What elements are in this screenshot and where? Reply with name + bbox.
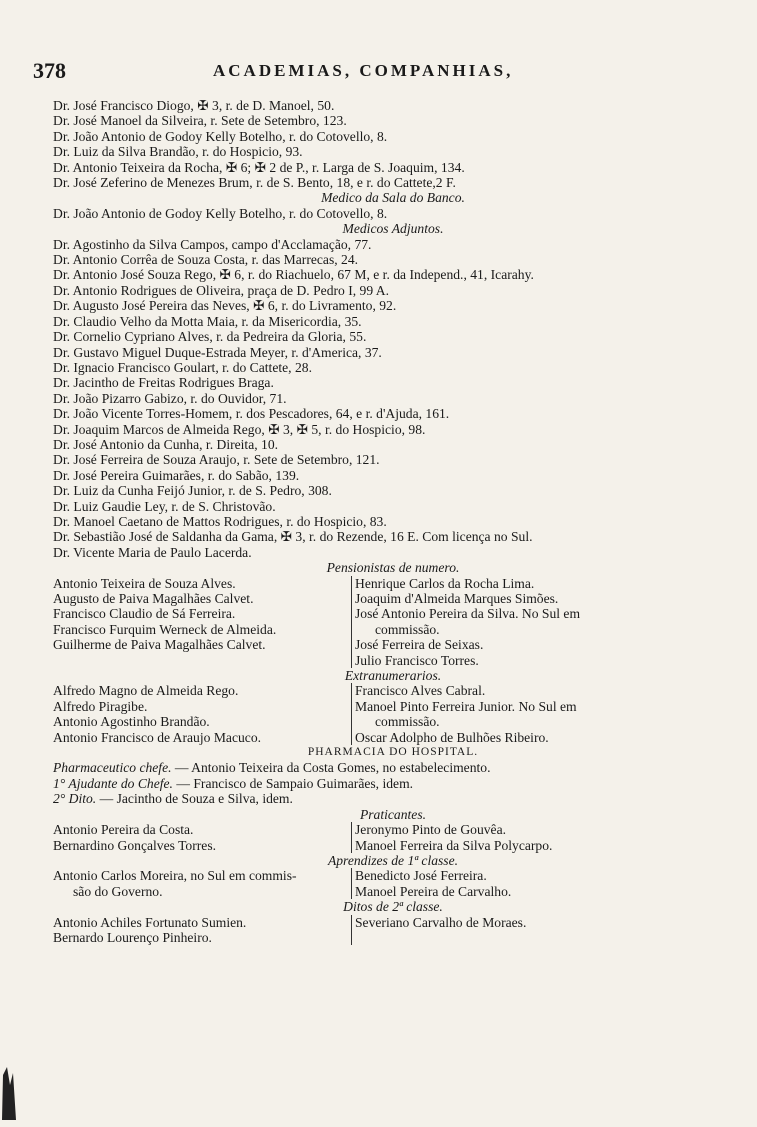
list-item: Antonio Pereira da Costa.: [53, 822, 194, 838]
role-detail: — Jacintho de Souza e Silva, idem.: [96, 791, 293, 807]
section-heading: Medico da Sala do Banco.: [321, 190, 465, 206]
list-item: Severiano Carvalho de Moraes.: [355, 914, 527, 930]
list-item: são do Governo.: [73, 883, 163, 899]
right-column: [351, 683, 733, 745]
section-heading: Extranumerarios.: [344, 668, 442, 684]
section-heading: Medicos Adjuntos.: [342, 221, 444, 237]
list-item: Manoel Ferreira da Silva Polycarpo.: [355, 837, 553, 853]
list-item: Oscar Adolpho de Bulhões Ribeiro.: [355, 729, 549, 745]
list-item: Dr. Augusto José Pereira das Neves, ✠ 6, r. do Livramento, 92.: [53, 298, 397, 314]
left-column: [53, 822, 351, 853]
role-label: Pharmaceutico chefe.: [53, 760, 172, 776]
list-item: commissão.: [375, 621, 440, 637]
right-column: [351, 576, 733, 668]
list-item: Alfredo Piragibe.: [53, 698, 148, 714]
list-item: Dr. João Antonio de Godoy Kelly Botelho, r. do Cotovello, 8.: [53, 205, 388, 221]
role-detail: — Antonio Teixeira da Costa Gomes, no estabelecimento.: [171, 760, 491, 776]
list-item: Antonio Carlos Moreira, no Sul em commis-: [53, 868, 297, 884]
list-item: Augusto de Paiva Magalhães Calvet.: [53, 591, 254, 606]
list-item: [53, 760, 733, 775]
role-label: 1° Ajudante do Chefe.: [53, 775, 173, 791]
list-item: Benedicto José Ferreira.: [355, 868, 487, 884]
document-page: [33, 58, 733, 945]
list-item: Dr. João Vicente Torres-Homem, r. dos Pescadores, 64, e r. d'Ajuda, 161.: [53, 406, 450, 422]
list-item: Bernardino Gonçalves Torres.: [53, 837, 217, 853]
list-item: José Antonio Pereira da Silva. No Sul em: [355, 606, 581, 622]
list-item: Guilherme de Paiva Magalhães Calvet.: [53, 637, 266, 653]
list-item: Antonio Agostinho Brandão.: [53, 714, 210, 730]
list-item: Antonio Francisco de Araujo Macuco.: [53, 729, 262, 745]
list-item: Francisco Alves Cabral.: [355, 683, 486, 699]
role-label: 2° Dito.: [53, 791, 97, 807]
pensionistas-columns: [53, 576, 733, 668]
list-item: José Ferreira de Seixas.: [355, 637, 484, 653]
section-heading: Praticantes.: [359, 806, 427, 822]
list-item: Dr. Vicente Maria de Paulo Lacerda.: [53, 544, 252, 560]
list-item: Francisco Furquim Werneck de Almeida.: [53, 621, 277, 637]
list-item: [53, 791, 733, 806]
right-column: [351, 822, 733, 853]
list-item: Dr. João Pizarro Gabizo, r. do Ouvidor, 71.: [53, 390, 287, 406]
list-item: Manoel Pereira de Carvalho.: [355, 883, 512, 899]
left-column: [53, 915, 351, 946]
page-number: 378: [33, 58, 66, 83]
right-column: [351, 915, 733, 946]
list-item: Antonio Teixeira de Souza Alves.: [53, 575, 236, 591]
left-column: [53, 868, 351, 899]
list-item: Dr. Ignacio Francisco Goulart, r. do Cattete, 28.: [53, 359, 312, 375]
pharmacia-list: [53, 760, 733, 806]
list-item: Antonio Achiles Fortunato Sumien.: [53, 914, 247, 930]
adjuntos-list: [53, 237, 733, 561]
list-item: Dr. Manoel Caetano de Mattos Rodrigues, r. do Hospicio, 83.: [53, 513, 387, 529]
left-column: [53, 683, 351, 745]
aprendizes2-columns: [53, 915, 733, 946]
role-detail: — Francisco de Sampaio Guimarães, idem.: [172, 775, 414, 791]
top-list: [53, 98, 733, 190]
list-item: Joaquim d'Almeida Marques Simões.: [355, 591, 559, 606]
list-item: Francisco Claudio de Sá Ferreira.: [53, 606, 236, 622]
list-item: Dr. Jacintho de Freitas Rodrigues Braga.: [53, 375, 274, 391]
list-item: Dr. José Ferreira de Souza Araujo, r. Sete de Setembro, 121.: [53, 452, 380, 468]
list-item: Dr. Joaquim Marcos de Almeida Rego, ✠ 3, ✠ 5, r. do Hospicio, 98.: [53, 421, 426, 437]
list-item: Dr. Antonio Rodrigues de Oliveira, praça de D. Pedro I, 99 A.: [53, 282, 389, 298]
list-item: Dr. Antonio Teixeira da Rocha, ✠ 6; ✠ 2 de P., r. Larga de S. Joaquim, 134.: [53, 159, 465, 175]
list-item: Dr. Sebastião José de Saldanha da Gama, ✠ 3, r. do Rezende, 16 E. Com licença no Sul.: [53, 529, 533, 545]
praticantes-columns: [53, 822, 733, 853]
list-item: Bernardo Lourenço Pinheiro.: [53, 929, 212, 945]
list-item: Dr. Agostinho da Silva Campos, campo d'Acclamação, 77.: [53, 236, 372, 252]
list-item: Dr. José Francisco Diogo, ✠ 3, r. de D. Manoel, 50.: [53, 98, 335, 113]
list-item: Dr. Antonio Corrêa de Souza Costa, r. das Marrecas, 24.: [53, 252, 359, 268]
list-item: Manoel Pinto Ferreira Junior. No Sul em: [355, 698, 577, 714]
running-head: ACADEMIAS, COMPANHIAS,: [213, 61, 514, 80]
list-item: commissão.: [375, 714, 440, 730]
list-item: Dr. Cornelio Cypriano Alves, r. da Pedreira da Gloria, 55.: [53, 329, 367, 345]
section-heading: Aprendizes de 1ª classe.: [327, 852, 459, 868]
extranumerarios-columns: [53, 683, 733, 745]
list-item: Dr. José Pereira Guimarães, r. do Sabão, 139.: [53, 467, 300, 483]
list-item: Dr. José Manoel da Silveira, r. Sete de Setembro, 123.: [53, 113, 347, 129]
list-item: [53, 776, 733, 791]
list-item: Dr. José Antonio da Cunha, r. Direita, 10.: [53, 436, 279, 452]
section-heading: Pensionistas de numero.: [326, 560, 460, 576]
right-column: [351, 868, 733, 899]
section-heading: PHARMACIA DO HOSPITAL.: [307, 746, 479, 759]
list-item: Dr. José Zeferino de Menezes Brum, r. de S. Bento, 18, e r. do Cattete,2 F.: [53, 175, 456, 191]
list-item: Dr. Luiz da Cunha Feijó Junior, r. de S. Pedro, 308.: [53, 483, 332, 499]
list-item: Dr. Claudio Velho da Motta Maia, r. da Misericordia, 35.: [53, 313, 362, 329]
list-item: Dr. Luiz Gaudie Ley, r. de S. Christovão.: [53, 498, 276, 514]
list-item: Dr. Antonio José Souza Rego, ✠ 6, r. do Riachuelo, 67 M, e r. da Independ., 41, Icarahy.: [53, 267, 534, 283]
scan-artifact-icon: [0, 1065, 18, 1120]
list-item: Dr. João Antonio de Godoy Kelly Botelho, r. do Cotovello, 8.: [53, 128, 388, 144]
list-item: Dr. Luiz da Silva Brandão, r. do Hospicio, 93.: [53, 144, 303, 160]
left-column: [53, 576, 351, 668]
section-heading: Ditos de 2ª classe.: [343, 899, 443, 915]
page-header: [33, 58, 733, 98]
list-item: Jeronymo Pinto de Gouvêa.: [355, 822, 507, 838]
list-item: Julio Francisco Torres.: [355, 652, 479, 668]
list-item: Alfredo Magno de Almeida Rego.: [53, 683, 239, 699]
aprendizes1-columns: [53, 868, 733, 899]
list-item: Dr. Gustavo Miguel Duque-Estrada Meyer, r. d'America, 37.: [53, 344, 382, 360]
list-item: Henrique Carlos da Rocha Lima.: [355, 575, 535, 591]
